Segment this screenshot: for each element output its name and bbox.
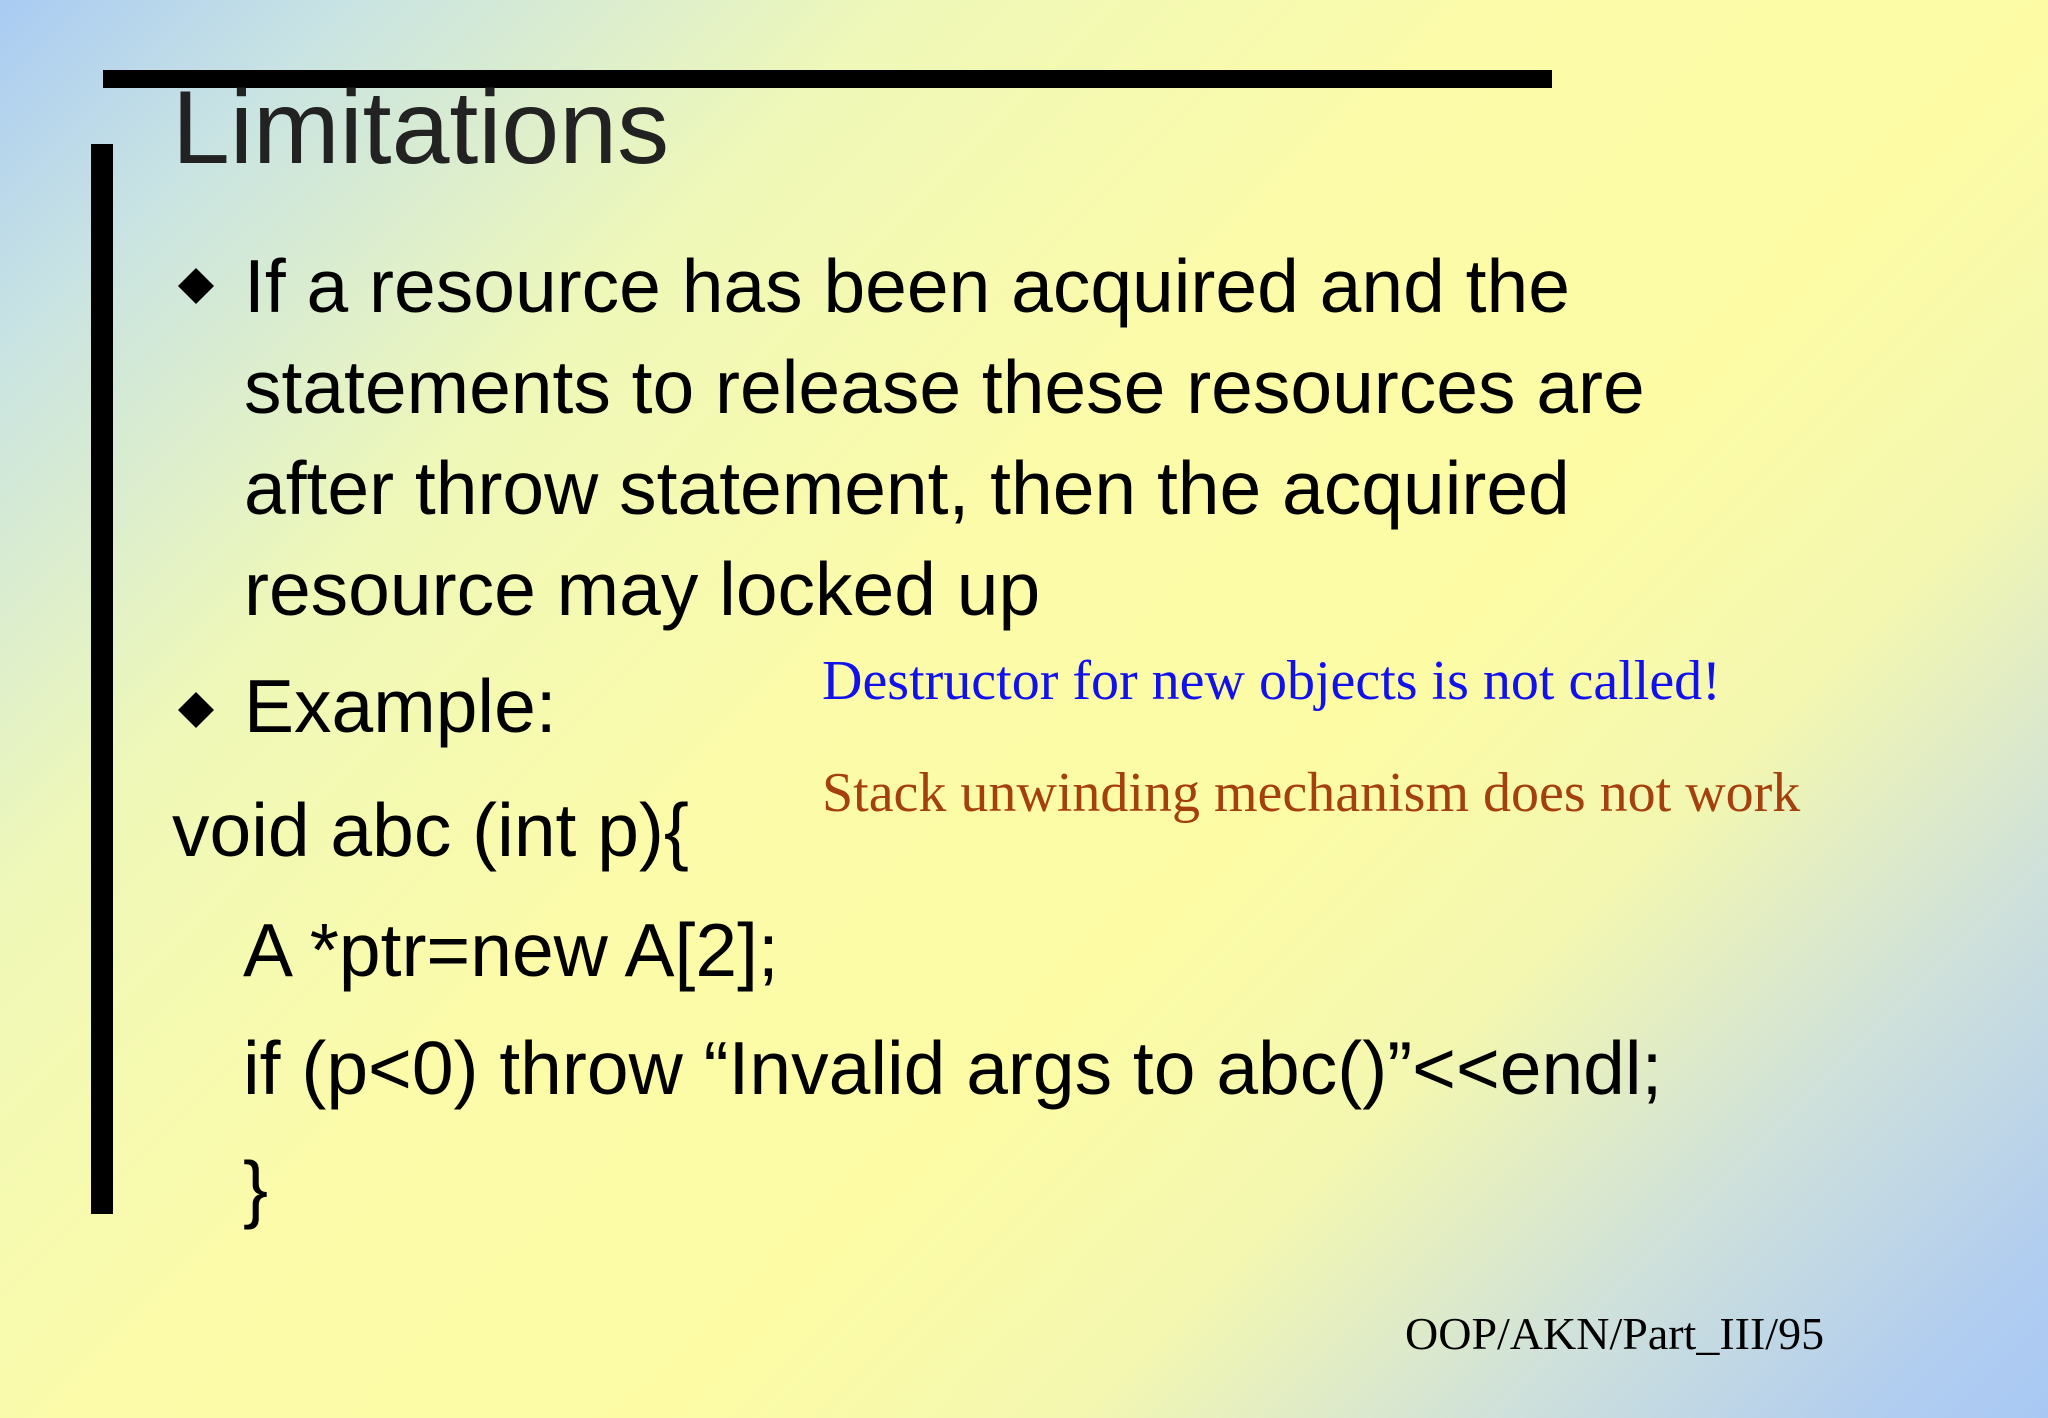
bullet-text-line: statements to release these resources are bbox=[244, 345, 1645, 429]
bullet-text bbox=[244, 236, 1645, 640]
code-line-closing-brace: } bbox=[243, 1146, 269, 1230]
bullet-text bbox=[244, 656, 557, 757]
bullet-text-line: after throw statement, then the acquired bbox=[244, 446, 1570, 530]
left-rule-bar bbox=[91, 144, 113, 1214]
bullet-text-line: If a resource has been acquired and the bbox=[244, 244, 1570, 328]
note-destructor: Destructor for new objects is not called! bbox=[822, 650, 1721, 712]
code-line-allocation: A *ptr=new A[2]; bbox=[243, 908, 779, 992]
code-line-signature: void abc (int p){ bbox=[172, 788, 689, 872]
bullet-text-line: Example: bbox=[244, 664, 557, 748]
slide-title: Limitations bbox=[172, 70, 670, 186]
code-line-throw: if (p<0) throw “Invalid args to abc()”<<endl; bbox=[243, 1026, 1663, 1110]
diamond-bullet-icon bbox=[178, 268, 214, 304]
note-stack-unwinding: Stack unwinding mechanism does not work bbox=[822, 762, 1801, 824]
slide-footer: OOP/AKN/Part_III/95 bbox=[1405, 1308, 1825, 1359]
diamond-bullet-icon bbox=[178, 692, 214, 728]
bullet-text-line: resource may locked up bbox=[244, 547, 1041, 631]
